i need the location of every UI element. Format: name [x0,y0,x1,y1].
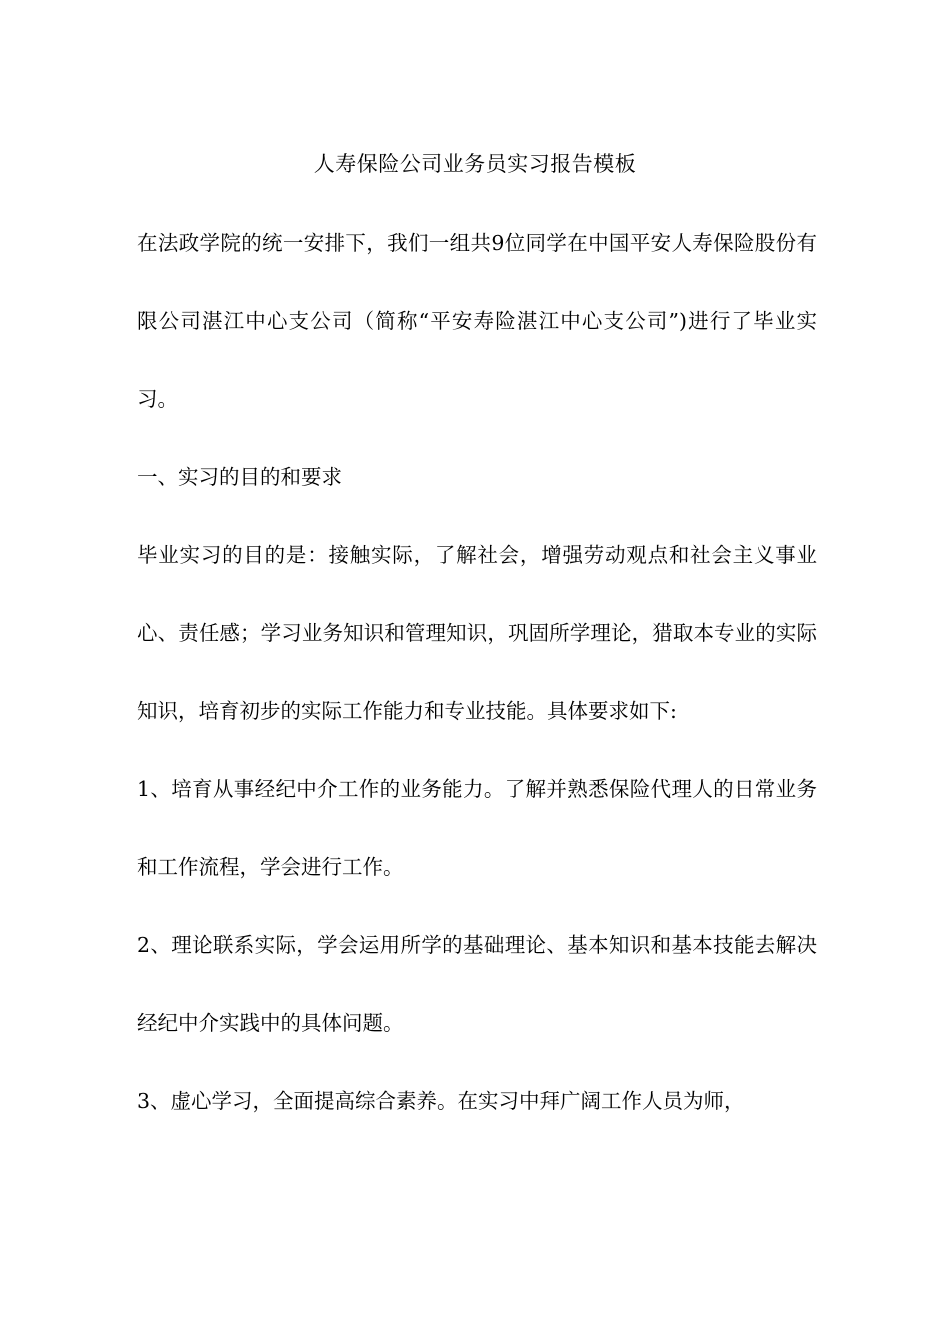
paragraph-intro: 在法政学院的统一安排下，我们一组共9位同学在中国平安人寿保险股份有限公司湛江中心支公司（简称“平安寿险湛江中心支公司”)进行了毕业实习。 [137,231,817,411]
section-heading-goals: 一、实习的目的和要求 [137,465,342,489]
paragraph-goals: 毕业实习的目的是：接触实际，了解社会，增强劳动观点和社会主义事业心、责任感；学习业务知识和管理知识，巩固所学理论，猎取本专业的实际知识，培育初步的实际工作能力和专业技能。具体要求如下: [137,543,817,723]
list-item-3: 3、虚心学习，全面提高综合素养。在实习中拜广阔工作人员为师， [137,1089,745,1113]
list-item-1: 1、培育从事经纪中介工作的业务能力。了解并熟悉保险代理人的日常业务和工作流程，学会进行工作。 [137,777,817,879]
document-title: 人寿保险公司业务员实习报告模板 [313,152,637,176]
document-body [137,204,817,1140]
list-item-2: 2、理论联系实际，学会运用所学的基础理论、基本知识和基本技能去解决经纪中介实践中的具体问题。 [137,933,817,1035]
